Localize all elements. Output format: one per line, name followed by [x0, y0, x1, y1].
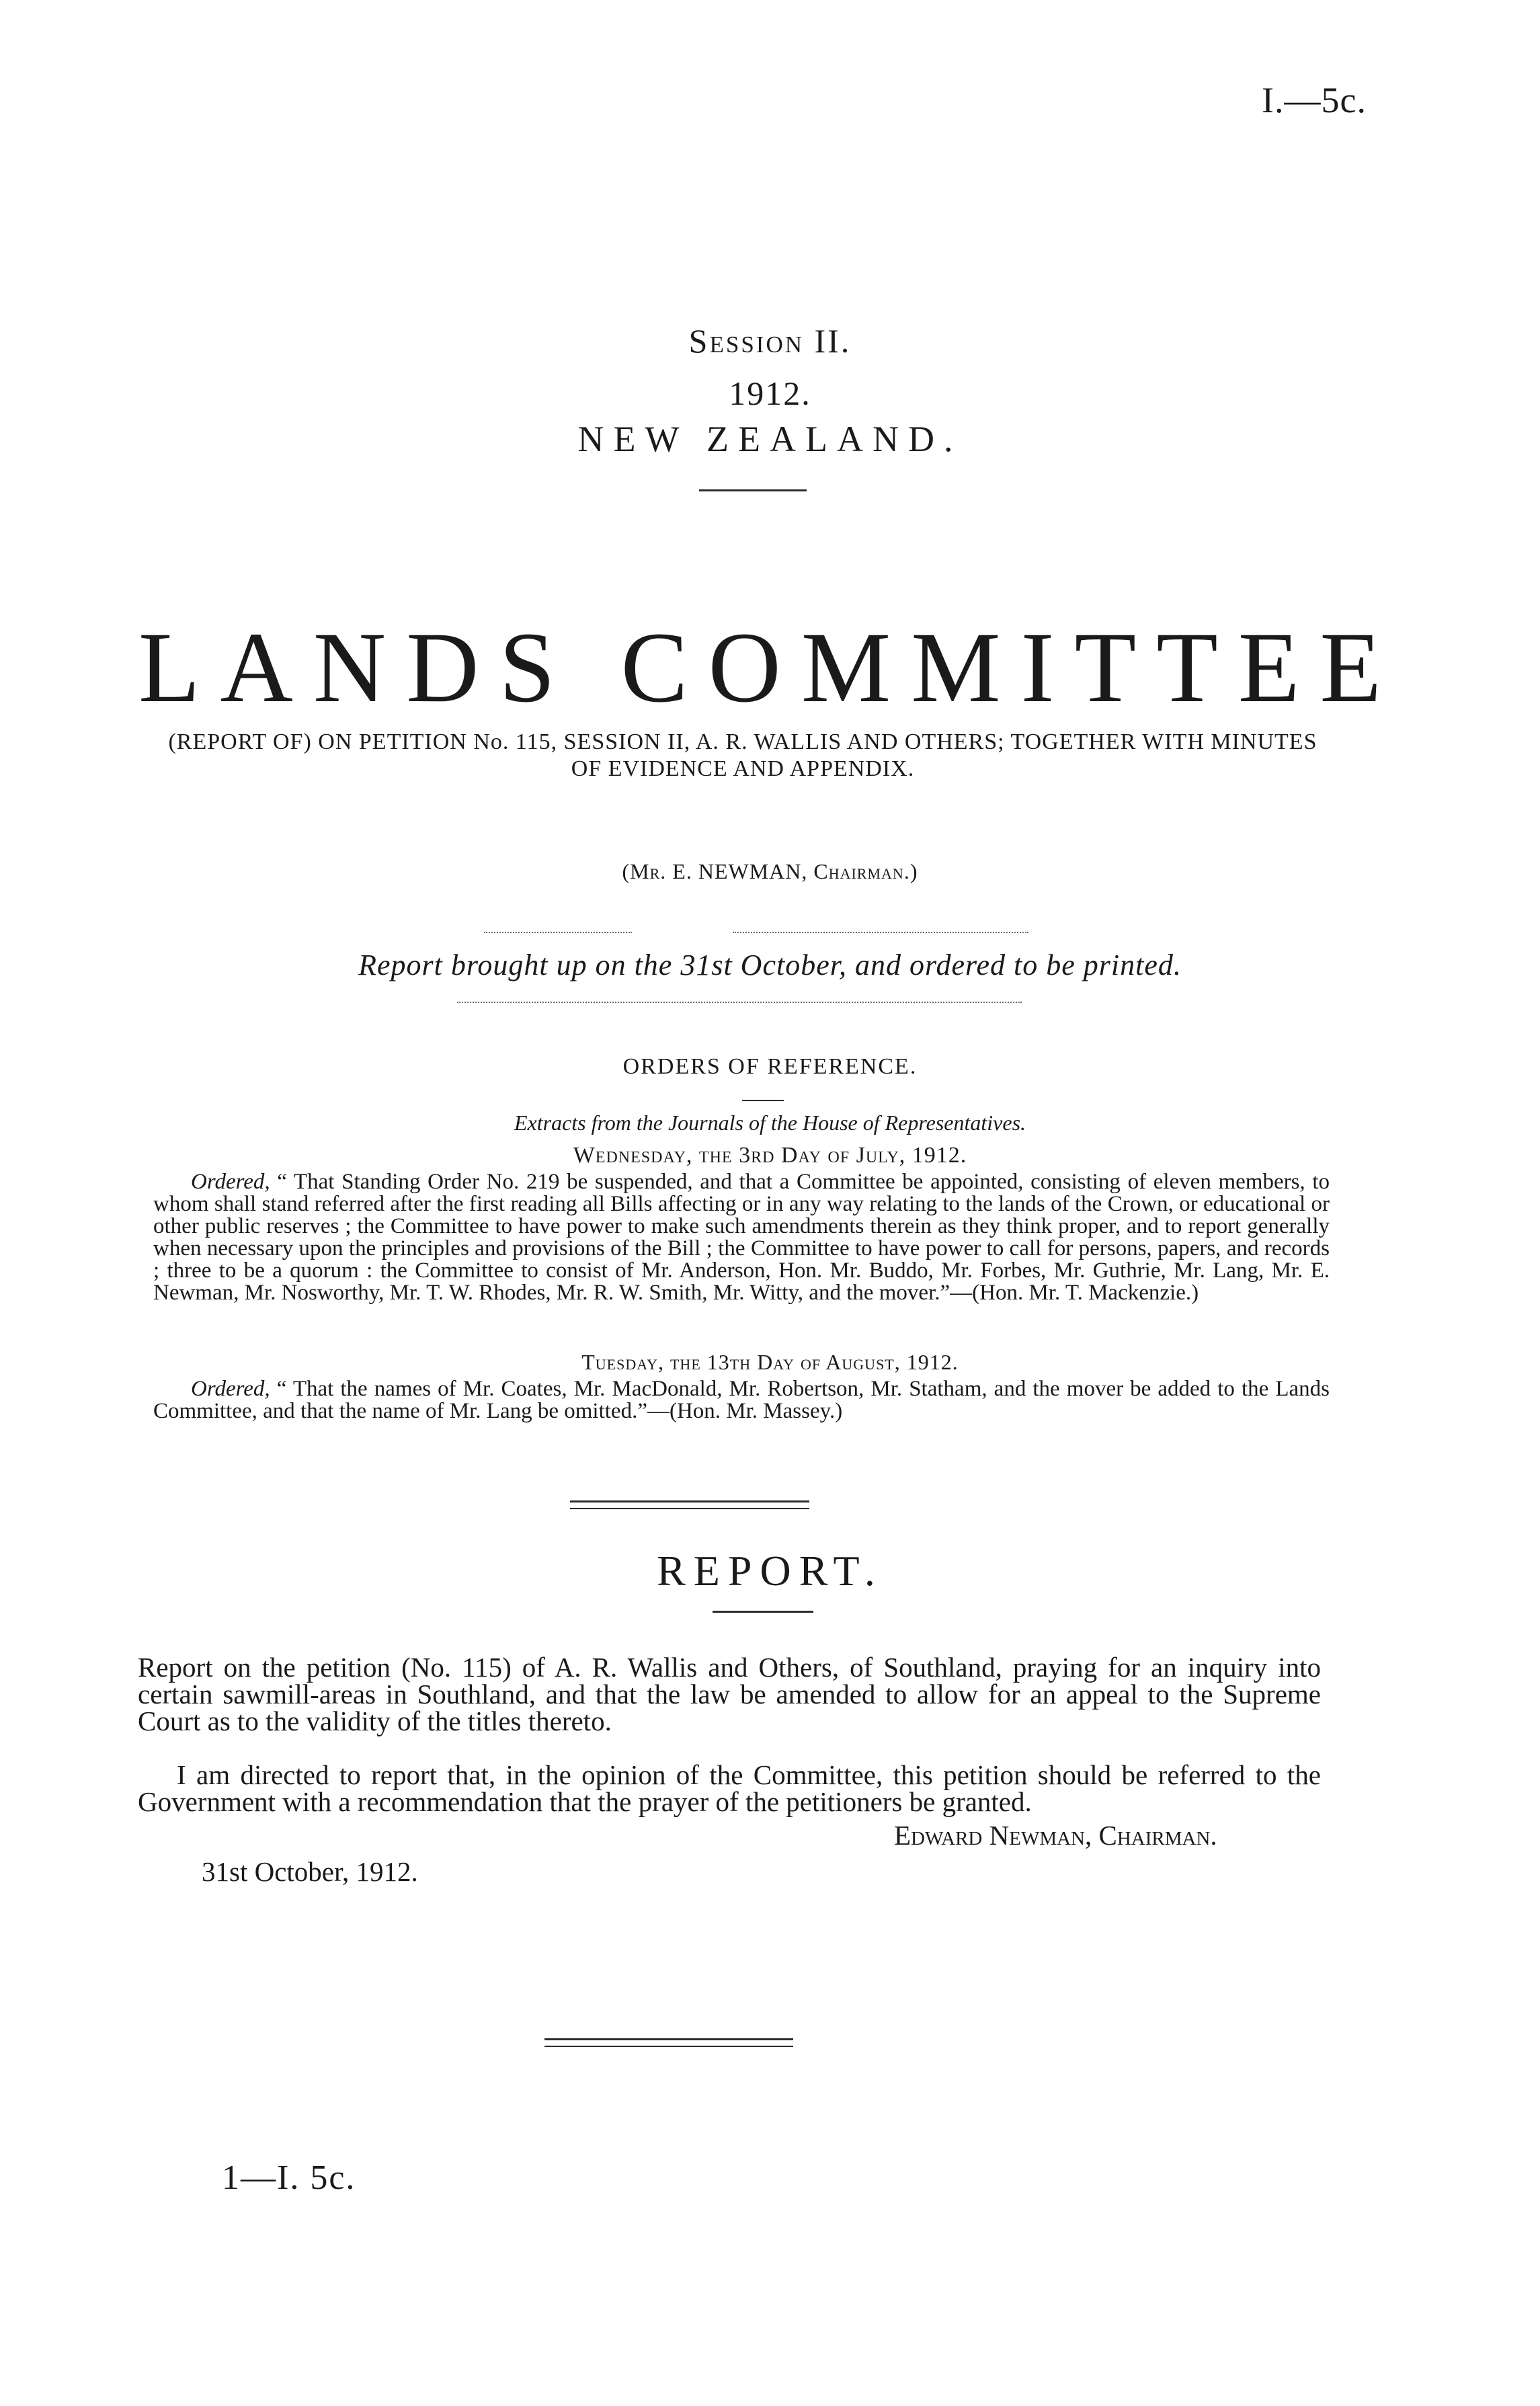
order-date: Wednesday, the 3rd Day of July, 1912. — [573, 1143, 967, 1168]
report-date: 31st October, 1912. — [202, 1856, 418, 1887]
order-text: “ That the names of Mr. Coates, Mr. MacDonald, Mr. Robertson, Mr. Statham, and the mover be added to the Lands Committee, and that the name of Mr. Lang be omitted.”—(Hon. Mr. Massey.) — [153, 1377, 1330, 1423]
brought-up-notice: Report brought up on the 31st October, and ordered to be printed. — [358, 949, 1182, 981]
dotted-divider — [484, 932, 632, 933]
document-subtitle: (REPORT OF) ON PETITION No. 115, SESSION II, A. R. WALLIS AND OTHERS; TOGETHER WITH MINUTES OF EVIDENCE AND APPENDIX. — [168, 729, 1318, 781]
divider-rule — [713, 1611, 813, 1613]
dotted-divider — [733, 932, 1028, 933]
order-lead: Ordered, — [191, 1170, 270, 1194]
order-text: “ That Standing Order No. 219 be suspended, and that a Committee be appointed, consisting of eleven members, to whom shall stand referred after the first reading all Bills affecting or in any way relating to the lands of the Crown, or educational or other public reserves ; the Committee to have power to make such amendments therein as they think proper, and to report generally when necessary upon the principles and provisions of the Bill ; the Committee to have power to call for persons, papers, and records ; three to be a quorum : the Committee to consist of Mr. Anderson, Hon. Mr. Buddo, Mr. Forbes, Mr. Guthrie, Mr. Lang, Mr. E. Newman, Mr. Nosworthy, Mr. T. W. Rhodes, Mr. R. W. Smith, Mr. Witty, and the mover.”—(Hon. Mr. T. Mackenzie.) — [153, 1170, 1330, 1305]
divider-rule — [699, 489, 807, 491]
order-lead: Ordered, — [191, 1377, 270, 1401]
orders-of-reference-heading: ORDERS OF REFERENCE. — [622, 1054, 918, 1079]
dotted-divider — [457, 1002, 1022, 1003]
session-heading: Session II. — [688, 322, 852, 360]
country-heading: NEW ZEALAND. — [577, 419, 963, 459]
page-reference: 1—I. 5c. — [222, 2159, 356, 2197]
document-title: LANDS COMMITTEE — [138, 612, 1402, 723]
document-code: I.—5c. — [1262, 80, 1367, 120]
report-heading: REPORT. — [657, 1547, 883, 1595]
extracts-line: Extracts from the Journals of the House of Representatives. — [514, 1111, 1026, 1135]
report-paragraph: Report on the petition (No. 115) of A. R. Wallis and Others, of Southland, praying for an inquiry into certain sawmill-areas in Southland, and that the law be amended to allow for an appeal to the Supreme Court as to the validity of the titles thereto. — [138, 1652, 1321, 1736]
double-divider — [544, 2038, 793, 2047]
double-divider — [570, 1500, 809, 1509]
order-paragraph — [153, 1378, 1330, 1422]
chairman-line: (Mr. E. NEWMAN, Chairman.) — [622, 859, 918, 883]
divider-rule — [742, 1100, 784, 1101]
report-paragraph: I am directed to report that, in the opinion of the Committee, this petition should be referred to the Government with a recommendation that the prayer of the petitioners be granted. — [138, 1759, 1321, 1817]
year-heading: 1912. — [729, 374, 811, 412]
order-date: Tuesday, the 13th Day of August, 1912. — [581, 1350, 959, 1374]
report-signature: Edward Newman, Chairman. — [894, 1820, 1217, 1851]
order-paragraph — [153, 1171, 1330, 1304]
